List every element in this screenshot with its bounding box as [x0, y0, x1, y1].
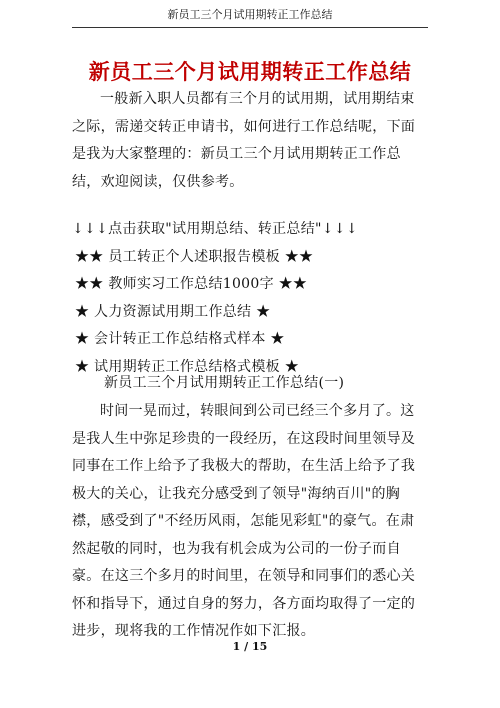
intro-paragraph: 一般新入职人员都有三个月的试用期，试用期结束之际，需递交转正申请书，如何进行工作总结呢，下面是我为大家整理的：新员工三个月试用期转正工作总结，欢迎阅读，仅供参考。	[72, 91, 416, 190]
header-divider	[72, 27, 428, 28]
links-header[interactable]: ↓↓↓点击获取"试用期总结、转正总结"↓↓↓	[72, 221, 358, 237]
link-item[interactable]: ★ 试用期转正工作总结格式模板 ★	[75, 358, 299, 375]
link-item[interactable]: ★ 人力资源试用期工作总结 ★	[75, 303, 271, 320]
body-paragraph: 时间一晃而过，转眼间到公司已经三个多月了。这是我人生中弥足珍贵的一段经历，在这段时间里领导及同事在工作上给予了我极大的帮助，在生活上给予了我极大的关心，让我充分感受到了领导"海纳百川"的胸襟，感受到了"不经历风雨，怎能见彩虹"的豪气。在肃然起敬的同时，也为我有机会成为公司的一份子而自豪。在这三个多月的时间里，在领导和同事们的悉心关怀和指导下，通过自身的努力，各方面均取得了一定的进步，现将我的工作情况作如下汇报。	[72, 403, 416, 639]
page-number: 1 / 15	[232, 640, 268, 653]
running-header: 新员工三个月试用期转正工作总结	[167, 8, 333, 21]
related-links	[72, 216, 427, 381]
document-title: 新员工三个月试用期转正工作总结	[88, 59, 412, 84]
section-title: 新员工三个月试用期转正工作总结(一)	[104, 375, 345, 391]
link-item[interactable]: ★★ 员工转正个人述职报告模板 ★★	[75, 248, 314, 265]
link-item[interactable]: ★★ 教师实习工作总结1000字 ★★	[75, 276, 308, 292]
link-item[interactable]: ★ 会计转正工作总结格式样本 ★	[75, 331, 285, 347]
